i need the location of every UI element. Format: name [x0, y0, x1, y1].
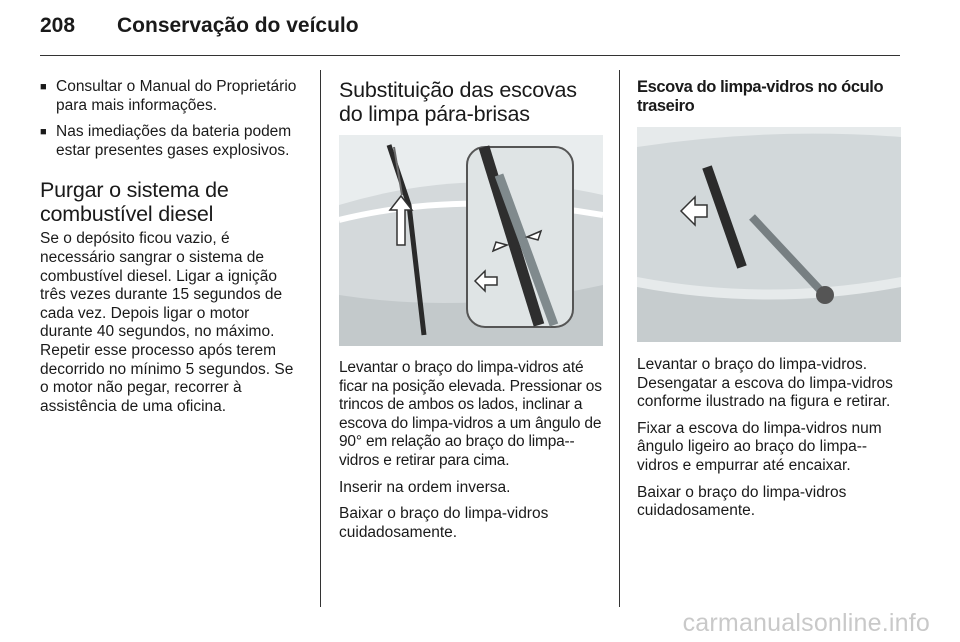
diesel-paragraph: Se o depósito ficou vazio, é necessário sangrar o sistema de combustível diesel. Ligar a ignição três vezes durante 15 segundos de cada vez. Depois ligar o motor durante 40 segundos, no máximo. Repetir esse processo após terem decorrido no mínimo 5 segundos. Se o motor não pegar, recorrer à assistência de uma oficina.: [40, 230, 294, 415]
page-number: 208: [40, 14, 76, 37]
column-2: [339, 78, 603, 541]
page-title: Conservação do veículo: [117, 14, 359, 37]
bullet-list: [40, 78, 305, 160]
rear-wiper-illustration: [637, 127, 901, 342]
header-rule: [40, 55, 900, 56]
rear-wiper-text: [637, 356, 901, 529]
rear-wiper-paragraph: Levantar o braço do limpa-vidros. Desengatar a escova do limpa-vidros conforme ilustrado na figura e retirar.: [637, 356, 893, 411]
column-3: [637, 78, 901, 520]
section-heading-wiper: Substituição das escovas do limpa pára-brisas: [339, 78, 577, 126]
section-heading-diesel: Purgar o sistema de combustível diesel: [40, 178, 229, 227]
page-header: [40, 14, 359, 44]
rear-wiper-paragraph: Fixar a escova do limpa-vidros num ângulo ligeiro ao braço do limpa--vidros e empurrar até encaixar.: [637, 419, 882, 474]
rear-wiper-paragraph: Baixar o braço do limpa-vidros cuidadosamente.: [637, 483, 847, 520]
bullet-item: ■ Consultar o Manual do Proprietário para mais informações.: [40, 78, 305, 115]
column-1: [40, 78, 305, 424]
wiper-paragraph: Baixar o braço do limpa-vidros cuidadosamente.: [339, 505, 549, 541]
wiper-paragraph: Levantar o braço do limpa-vidros até ficar na posição elevada. Pressionar os trincos de ambos os lados, inclinar a escova do limpa-vidros a um ângulo de 90° em relação ao braço do limpa--vidros e retirar para cima.: [339, 359, 602, 469]
wiper-paragraph: Inserir na ordem inversa.: [339, 478, 511, 496]
column-divider-2: [619, 70, 620, 607]
watermark: carmanualsonline.info: [682, 609, 930, 637]
windscreen-wiper-illustration: [339, 135, 603, 346]
section-heading-rear-wiper: Escova do limpa-vidros no óculo traseiro: [637, 78, 884, 115]
wiper-text: [339, 359, 603, 550]
column-divider-1: [320, 70, 321, 607]
bullet-item: ■ Nas imediações da bateria podem estar presentes gases explosivos.: [40, 123, 305, 160]
